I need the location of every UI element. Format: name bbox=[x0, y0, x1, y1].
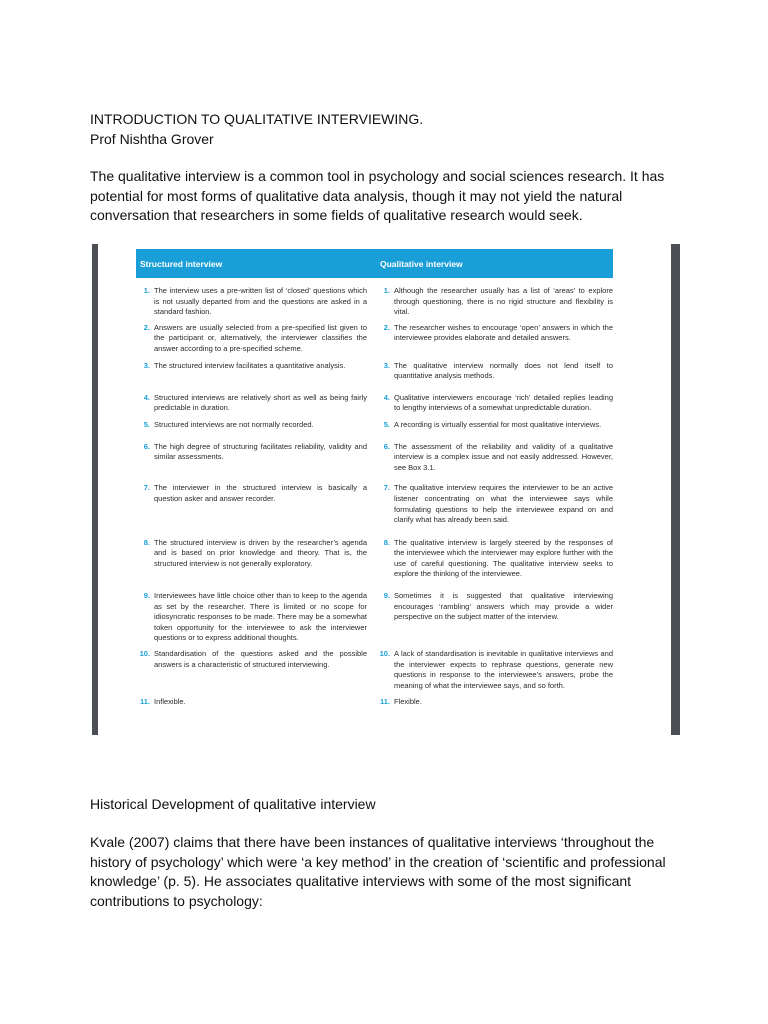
document-title: INTRODUCTION TO QUALITATIVE INTERVIEWING. bbox=[90, 111, 424, 127]
structured-cell bbox=[136, 420, 376, 431]
title-block bbox=[90, 110, 690, 149]
table-body bbox=[136, 286, 613, 708]
item-text: Inflexible. bbox=[154, 697, 186, 707]
table-row bbox=[136, 420, 613, 431]
figure-left-border bbox=[92, 244, 98, 735]
qualitative-cell bbox=[376, 442, 613, 474]
structured-cell bbox=[136, 483, 376, 525]
table-header bbox=[136, 249, 613, 278]
item-text: The high degree of structuring facilitates reliability, validity and similar assessments. bbox=[154, 441, 367, 462]
item-number: 1. bbox=[383, 286, 390, 295]
item-text: Standardisation of the questions asked and the possible answers is a characteristic of structured interviewing. bbox=[154, 649, 367, 669]
item-text: Answers are usually selected from a pre-specified list given to the participant or, alternatively, the interviewer classifies the answer according to a pre-specified scheme. bbox=[154, 322, 367, 353]
item-number: 11. bbox=[379, 697, 390, 707]
item-text: The structured interview facilitates a quantitative analysis. bbox=[154, 360, 346, 370]
document-author: Prof Nishtha Grover bbox=[90, 130, 214, 147]
item-number: 9. bbox=[143, 591, 150, 601]
item-number: 3. bbox=[383, 360, 390, 370]
item-number: 2. bbox=[143, 322, 150, 332]
item-text: The qualitative interview is largely steered by the responses of the interviewee which the interviewer may explore further with the use of careful questioning. The qualitative interview seeks to explore the thinking of the interviewee. bbox=[394, 537, 613, 579]
table-row bbox=[136, 483, 613, 525]
intro-paragraph: The qualitative interview is a common tool in psychology and social sciences research. It has potential for most forms of qualitative data analysis, though it may not yield the natural conversation that researchers in some fields of qualitative research would seek. bbox=[90, 168, 665, 223]
item-number: 6. bbox=[143, 441, 150, 451]
kvale-paragraph: Kvale (2007) claims that there have been instances of qualitative interviews ‘throughout the history of psychology’ which were ‘a key method’ in the creation of ‘scientific and professional knowledge’ (p. 5). He associates qualitative interviews with some of the most significant contributions to psychology: bbox=[90, 834, 666, 909]
qualitative-cell bbox=[376, 483, 613, 525]
item-number: 3. bbox=[143, 360, 150, 370]
item-text: Although the researcher usually has a list of ‘areas’ to explore through questioning, there is no rigid structure and flexibility is vital. bbox=[394, 286, 613, 317]
item-text: A lack of standardisation is inevitable in qualitative interviews and the interviewer expects to rephrase questions, generate new questions in response to the interviewee’s answers, probe the meaning of what the interviewee says, and so forth. bbox=[394, 649, 613, 690]
item-text: The interviewer in the structured interview is basically a question asker and answer recorder. bbox=[154, 483, 367, 503]
structured-cell bbox=[136, 538, 376, 580]
item-number: 7. bbox=[143, 483, 150, 493]
figure-right-border bbox=[671, 244, 680, 735]
structured-cell bbox=[136, 361, 376, 382]
structured-cell bbox=[136, 649, 376, 691]
structured-cell bbox=[136, 323, 376, 355]
item-number: 1. bbox=[143, 286, 150, 295]
item-text: Structured interviews are relatively short as well as being fairly predictable in duration. bbox=[154, 392, 367, 413]
item-text: Structured interviews are not normally recorded. bbox=[154, 419, 314, 429]
item-number: 5. bbox=[143, 419, 150, 429]
qualitative-cell bbox=[376, 286, 613, 318]
table-row bbox=[136, 286, 613, 318]
table-row bbox=[136, 442, 613, 474]
item-text: Flexible. bbox=[394, 697, 422, 707]
structured-cell bbox=[136, 697, 376, 708]
qualitative-cell bbox=[376, 697, 613, 708]
item-number: 8. bbox=[143, 537, 150, 547]
structured-cell bbox=[136, 393, 376, 414]
item-text: The structured interview is driven by the researcher’s agenda and is based on prior knowledge and theory. That is, the structured interview is not generally exploratory. bbox=[154, 537, 367, 568]
table-row bbox=[136, 393, 613, 414]
structured-cell bbox=[136, 286, 376, 318]
qualitative-cell bbox=[376, 420, 613, 431]
item-number: 6. bbox=[383, 441, 390, 451]
table-row bbox=[136, 591, 613, 644]
item-number: 5. bbox=[383, 419, 390, 429]
item-number: 9. bbox=[383, 591, 390, 601]
item-number: 11. bbox=[139, 697, 150, 707]
qualitative-cell bbox=[376, 323, 613, 355]
qualitative-cell bbox=[376, 393, 613, 414]
item-number: 7. bbox=[383, 483, 390, 493]
header-qualitative-interview: Qualitative interview bbox=[380, 258, 463, 269]
item-text: Qualitative interviewers encourage ‘rich’ detailed replies leading to lengthy interviews of a somewhat unpredictable duration. bbox=[394, 392, 613, 413]
item-text: A recording is virtually essential for most qualitative interviews. bbox=[394, 419, 602, 429]
item-number: 4. bbox=[143, 392, 150, 402]
item-number: 10. bbox=[379, 649, 390, 659]
item-number: 10. bbox=[139, 649, 150, 659]
item-number: 8. bbox=[383, 537, 390, 547]
qualitative-cell bbox=[376, 538, 613, 580]
qualitative-cell bbox=[376, 649, 613, 691]
history-heading: Historical Development of qualitative interview bbox=[90, 796, 376, 812]
structured-cell bbox=[136, 591, 376, 644]
item-text: The qualitative interview normally does not lend itself to quantitative analysis methods. bbox=[394, 360, 613, 381]
qualitative-cell bbox=[376, 361, 613, 382]
item-number: 4. bbox=[383, 392, 390, 402]
item-text: Interviewees have little choice other than to keep to the agenda as set by the researcher. There is limited or no scope for idiosyncratic responses to be made. There may be a somewhat token opportunity for the interviewee to ask the interviewer questions or to express additional thoughts. bbox=[154, 591, 367, 643]
table-row bbox=[136, 361, 613, 382]
item-text: The interview uses a pre-written list of ‘closed’ questions which is not usually departed from and the questions are asked in a standard fashion. bbox=[154, 286, 367, 317]
item-text: The qualitative interview requires the interviewer to be an active listener concentrating on what the interviewee says while formulating questions to help the interviewee expand on and clarify what has already been said. bbox=[394, 483, 613, 525]
table-row bbox=[136, 649, 613, 691]
comparison-table bbox=[136, 249, 613, 714]
item-text: Sometimes it is suggested that qualitative interviewing encourages ‘rambling’ answers which may provide a wider perspective on the subject matter of the interview. bbox=[394, 591, 613, 622]
item-text: The assessment of the reliability and validity of a qualitative interview is a complex issue and not easily addressed. However, see Box 3.1. bbox=[394, 441, 613, 472]
header-structured-interview: Structured interview bbox=[140, 258, 223, 269]
table-row bbox=[136, 538, 613, 580]
item-number: 2. bbox=[383, 322, 390, 332]
table-row bbox=[136, 323, 613, 355]
comparison-table-figure bbox=[92, 244, 680, 735]
structured-cell bbox=[136, 442, 376, 474]
table-row bbox=[136, 697, 613, 708]
qualitative-cell bbox=[376, 591, 613, 644]
item-text: The researcher wishes to encourage ‘open’ answers in which the interviewee provides elaborate and detailed answers. bbox=[394, 322, 613, 343]
